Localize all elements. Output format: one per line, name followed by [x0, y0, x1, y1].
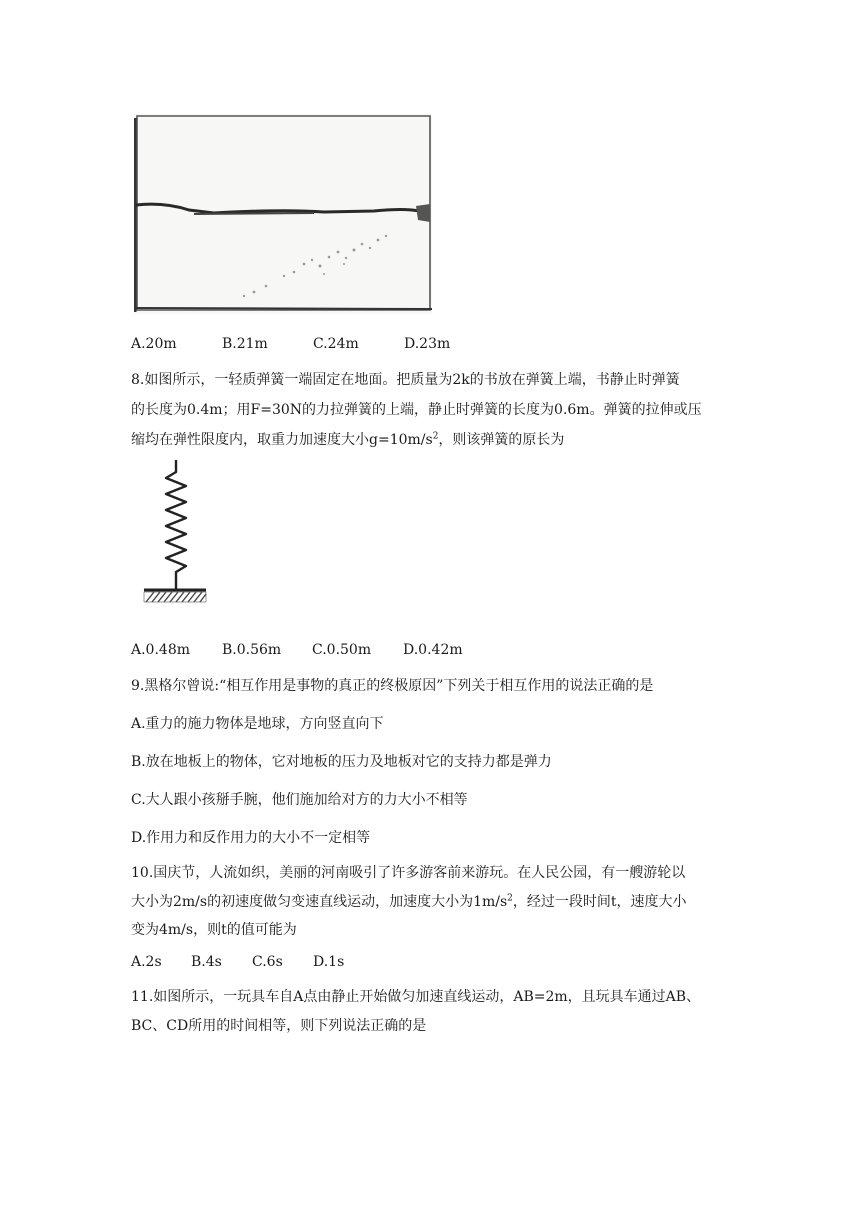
option-b[interactable]: B.4s — [191, 954, 222, 970]
question-10-stem-line-3: 变为4m/s，则t的值可能为 — [131, 922, 297, 938]
option-d[interactable]: D.0.42m — [403, 642, 463, 658]
spring-figure — [138, 456, 210, 610]
option-a[interactable]: A.0.48m — [131, 642, 191, 658]
option-c[interactable]: C.6s — [252, 954, 283, 970]
question-8-stem-line-3: 缩均在弹性限度内，取重力加速度大小$g=10m/s^2$，则该弹簧的原长为 — [131, 431, 565, 448]
option-d[interactable]: D.23m — [404, 336, 451, 352]
question-10-stem-line-2: 大小为2m/s的初速度做匀变速直线运动，加速度大小为$1m/s^2$，经过一段时间t，速度大小 — [131, 893, 687, 910]
question-8-options — [131, 640, 463, 660]
option-b[interactable]: B.21m — [222, 336, 268, 352]
option-c[interactable]: C.24m — [313, 336, 359, 352]
question-9-option-d[interactable]: D.作用力和反作用力的大小不一定相等 — [131, 830, 371, 846]
question-10-options — [131, 952, 344, 972]
question-11-stem-line-2: BC、CD所用的时间相等，则下列说法正确的是 — [131, 1018, 427, 1034]
option-d[interactable]: D.1s — [313, 954, 345, 970]
question-10-stem-line-1: 10.国庆节，人流如织，美丽的河南吸引了许多游客前来游玩。在人民公园，有一艘游轮以 — [131, 865, 686, 881]
question-9-option-b[interactable]: B.放在地板上的物体，它对地板的压力及地板对它的支持力都是弹力 — [131, 754, 552, 770]
question-8-stem-line-1: 8.如图所示，一轻质弹簧一端固定在地面。把质量为2k的书放在弹簧上端，书静止时弹簧 — [131, 372, 680, 388]
option-b[interactable]: B.0.56m — [222, 642, 282, 658]
question-8-stem-line-2: 的长度为0.4m；用F=30N的力拉弹簧的上端，静止时弹簧的长度为0.6m。弹簧的拉伸或压 — [131, 402, 702, 418]
question-9-option-a[interactable]: A.重力的施力物体是地球，方向竖直向下 — [131, 716, 384, 732]
question-9-option-c[interactable]: C.大人跟小孩掰手腕，他们施加给对方的力大小不相等 — [131, 792, 468, 808]
option-a[interactable]: A.20m — [131, 336, 177, 352]
question-9-stem: 9.黑格尔曾说:“相互作用是事物的真正的终极原因”下列关于相互作用的说法正确的是 — [131, 678, 654, 694]
question-7-options — [131, 334, 450, 354]
option-a[interactable]: A.2s — [131, 954, 162, 970]
option-c[interactable]: C.0.50m — [312, 642, 372, 658]
question-7-photo — [134, 114, 432, 314]
question-11-stem-line-1: 11.如图所示，一玩具车自A点由静止开始做匀加速直线运动，AB=2m，且玩具车通过AB、 — [131, 989, 701, 1005]
